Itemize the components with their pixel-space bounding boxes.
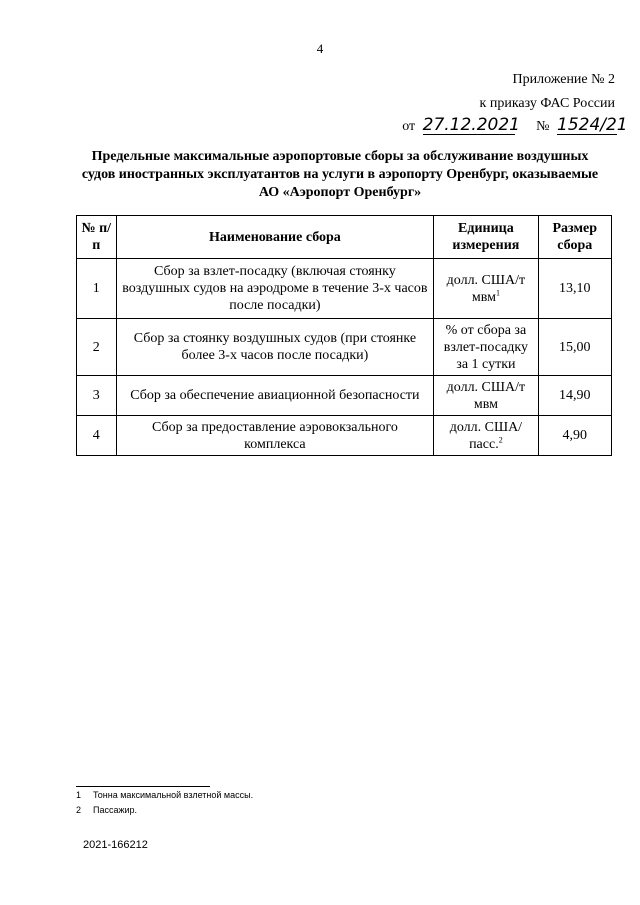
document-id: 2021-166212	[83, 839, 148, 851]
handwritten-date: 27.12.2021	[422, 115, 520, 135]
header-name: Наименование сбора	[116, 216, 434, 259]
row-size: 13,10	[538, 259, 611, 319]
header-unit: Единица измерения	[434, 216, 538, 259]
row-num: 1	[77, 259, 117, 319]
table-row	[77, 416, 612, 456]
unit-text: долл. США/пасс.	[449, 419, 523, 452]
footnote-text: Пассажир.	[93, 805, 138, 815]
footnote-number: 2	[76, 805, 82, 815]
unit-text: долл. США/т мвм	[446, 272, 526, 305]
row-size: 14,90	[538, 376, 611, 416]
footnote-ref: 2	[498, 434, 503, 444]
footnote	[76, 790, 253, 800]
footnote-ref: 1	[495, 287, 500, 297]
order-reference: к приказу ФАС России	[479, 96, 615, 111]
row-unit	[434, 259, 538, 319]
table-row	[77, 259, 612, 319]
row-unit: % от сбора за взлет-посадку за 1 сутки	[434, 319, 538, 376]
row-fee-name: Сбор за предоставление аэровокзального комплекса	[116, 416, 434, 456]
row-fee-name: Сбор за обеспечение авиационной безопасности	[116, 376, 434, 416]
table-row	[77, 376, 612, 416]
order-date-number-line	[402, 115, 628, 135]
date-prefix: от	[402, 119, 416, 134]
row-num: 4	[77, 416, 117, 456]
number-prefix: №	[536, 119, 550, 134]
row-num: 2	[77, 319, 117, 376]
row-size: 15,00	[538, 319, 611, 376]
footnote-divider	[76, 786, 210, 787]
row-fee-name: Сбор за стоянку воздушных судов (при стоянке более 3-х часов после посадки)	[116, 319, 434, 376]
row-fee-name: Сбор за взлет-посадку (включая стоянку воздушных судов на аэродроме в течение 3-х часов после посадки)	[116, 259, 434, 319]
row-unit: долл. США/т мвм	[434, 376, 538, 416]
page-number: 4	[316, 41, 324, 56]
table-row	[77, 319, 612, 376]
footnote-number: 1	[76, 790, 82, 800]
header-num: № п/п	[77, 216, 117, 259]
header-size: Размер сбора	[538, 216, 611, 259]
row-unit	[434, 416, 538, 456]
document-title: Предельные максимальные аэропортовые сборы за обслуживание воздушных судов иностранных эксплуатантов на услуги в аэропорту Оренбург, оказываемые АО «Аэропорт Оренбург»	[81, 149, 599, 200]
footnote-text: Тонна максимальной взлетной массы.	[93, 790, 254, 800]
row-size: 4,90	[538, 416, 611, 456]
fees-table	[76, 215, 612, 456]
handwritten-order-number: 1524/21	[557, 115, 628, 135]
row-num: 3	[77, 376, 117, 416]
appendix-label: Приложение № 2	[512, 72, 615, 87]
footnote	[76, 805, 137, 815]
table-header-row	[77, 216, 612, 259]
